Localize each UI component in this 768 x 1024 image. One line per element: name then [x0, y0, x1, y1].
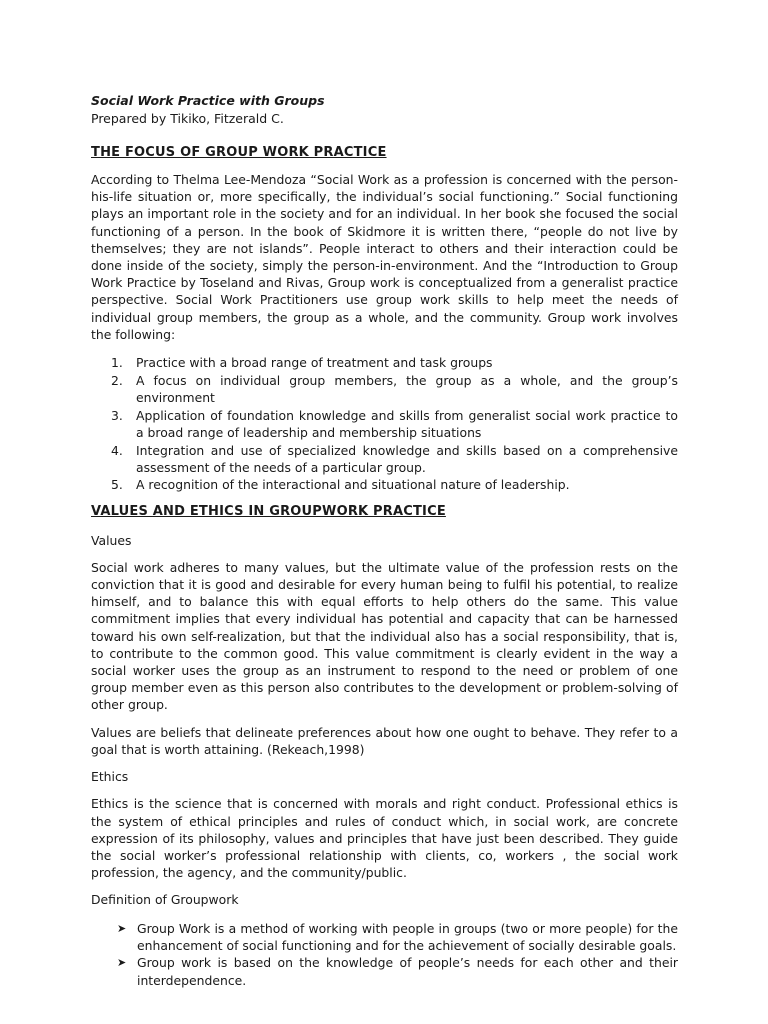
values-label: Values	[91, 532, 132, 548]
intro-paragraph: According to Thelma Lee-Mendoza “Social Work as a profession is concerned with the person-his-life situation or, more specifically, the individual’s social functioning.” Social functioning plays an important role in the society and for an individual. In her book she focused the social functioning of a person. In the book of Skidmore it is written there, “people do not live by themselves; they are not islands”. People interact to others and their interaction could be done inside of the society, simply the person-in-environment. And the “Introduction to Group Work Practice by Toseland and Rivas, Group work is conceptualized from a generalist practice perspective. Social Work Practitioners use group work skills to help meet the needs of individual group members, the group as a whole, and the community. Group work involves the following:	[91, 172, 678, 342]
arrow-bullet-icon: ➤	[117, 921, 127, 935]
group-work-list	[91, 354, 678, 494]
list-item: 2. A focus on individual group members, the group as a whole, and the group’s environment	[111, 372, 678, 405]
list-item: 3. Application of foundation knowledge and skills from generalist social work practice to a broad range of leadership and membership situations	[111, 407, 678, 440]
section-heading-focus: THE FOCUS OF GROUP WORK PRACTICE	[91, 145, 387, 160]
document-title: Social Work Practice with Groups	[91, 93, 325, 108]
prepared-by: Prepared by Tikiko, Fitzerald C.	[91, 111, 284, 126]
definition-list	[91, 920, 678, 989]
section-heading-values-ethics: VALUES AND ETHICS IN GROUPWORK PRACTICE	[91, 503, 446, 519]
arrow-bullet-icon: ➤	[117, 956, 127, 970]
list-item: ➤ Group Work is a method of working with people in groups (two or more people) for the enhancement of social functioning and for the achievement of socially desirable goals.	[117, 920, 678, 953]
list-item: 1. Practice with a broad range of treatment and task groups	[111, 355, 493, 371]
ethics-paragraph: Ethics is the science that is concerned with morals and right conduct. Professional ethics is the system of ethical principles and rules of conduct which, in social work, are concrete expression of its philosophy, values and principles that have just been described. They guide the social worker’s professional relationship with clients, co, workers , the social work profession, the agency, and the community/public.	[91, 796, 678, 881]
values-paragraph-1: Social work adheres to many values, but the ultimate value of the profession rests on the conviction that it is good and desirable for every human being to fulfil his potential, to realize himself, and to balance this with equal efforts to help others do the same. This value commitment implies that every individual has potential and capacity that can be harnessed toward his own self-realization, but that the individual also has a social responsibility, that is, to contribute to the common good. This value commitment is clearly evident in the way a social worker uses the group as an instrument to respond to the need or problem of one group member even as this person also contributes to the development or problem-solving of other group.	[91, 559, 678, 713]
values-paragraph-2: Values are beliefs that delineate preferences about how one ought to behave. They refer to a goal that is worth attaining. (Rekeach,1998)	[91, 724, 678, 757]
list-item: 4. Integration and use of specialized knowledge and skills based on a comprehensive assessment of the needs of a particular group.	[111, 442, 678, 475]
list-item: 5. A recognition of the interactional and situational nature of leadership.	[111, 477, 570, 493]
definition-label: Definition of Groupwork	[91, 892, 239, 908]
ethics-label: Ethics	[91, 769, 129, 785]
list-item: ➤ Group work is based on the knowledge of people’s needs for each other and their interdependence.	[117, 955, 678, 988]
